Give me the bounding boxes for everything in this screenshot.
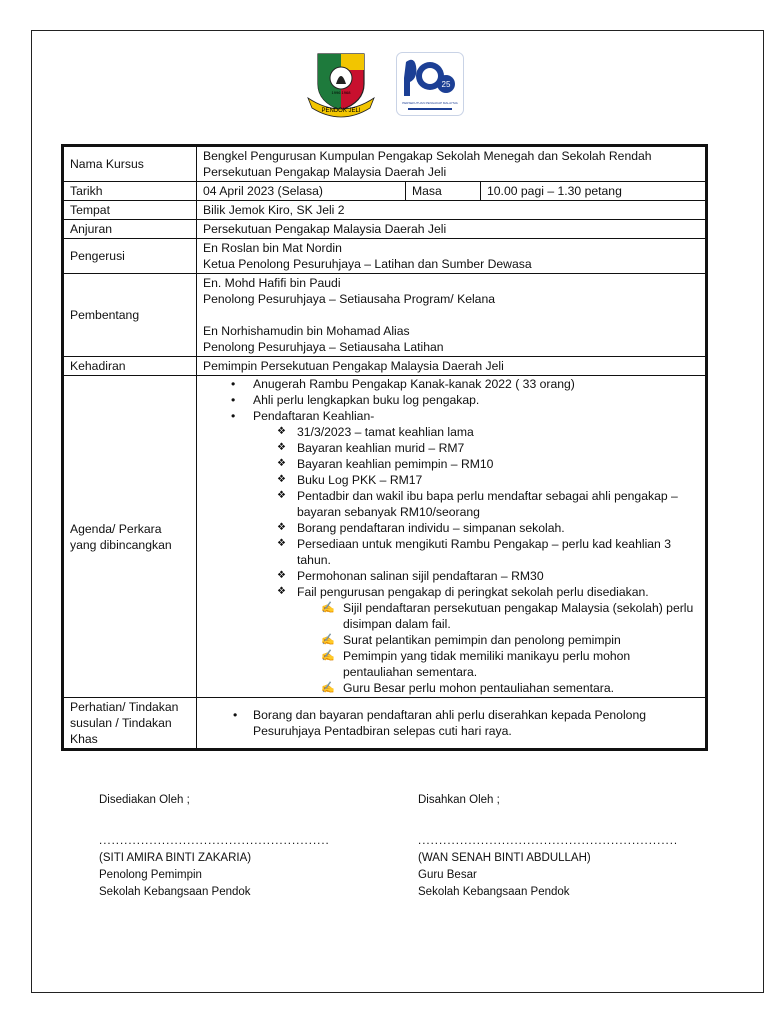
- row-nama-kursus: [63, 146, 707, 182]
- sub-item: ❖ 31/3/2023 – tamat keahlian lama: [197, 424, 699, 440]
- sub-item: ❖ Bayaran keahlian pemimpin – RM10: [197, 456, 699, 472]
- value-tarikh: 04 April 2023 (Selasa): [197, 182, 406, 201]
- value-perhatian: [197, 698, 707, 750]
- school-crest-logo: [306, 50, 376, 118]
- perhatian-item: • Borang dan bayaran pendaftaran ahli perlu diserahkan kepada Penolong Pesuruhjaya Pentadbiran selepas cuti hari raya.: [197, 707, 699, 739]
- sub-item: ❖ Pentadbir dan wakil ibu bapa perlu mendaftar sebagai ahli pengakap – bayaran sebanyak RM10/seorang: [197, 488, 699, 520]
- label-tempat: Tempat: [63, 201, 197, 220]
- pembentang-line: En Norhishamudin bin Mohamad Alias: [203, 324, 410, 338]
- row-anjuran: [63, 220, 707, 239]
- signature-left: [99, 792, 330, 901]
- label-agenda: [63, 376, 197, 698]
- signatory-name: (WAN SENAH BINTI ABDULLAH): [418, 852, 591, 864]
- sub-item: ❖ Buku Log PKK – RM17: [197, 472, 699, 488]
- value-nama-kursus: [197, 146, 707, 182]
- label-agenda-line: Agenda/ Perkara: [70, 521, 162, 536]
- scout-anniversary-logo: [396, 52, 464, 116]
- signatory-name: (SITI AMIRA BINTI ZAKARIA): [99, 852, 252, 864]
- pengerusi-line: Ketua Penolong Pesuruhjaya – Latihan dan Sumber Dewasa: [203, 257, 532, 271]
- row-tarikh: [63, 182, 707, 201]
- pengerusi-line: En Roslan bin Mat Nordin: [203, 241, 342, 255]
- prepared-by-label: Disediakan Oleh ;: [99, 794, 190, 806]
- sub-item: ❖ Bayaran keahlian murid – RM7: [197, 440, 699, 456]
- sub-item-text: Fail pengurusan pengakap di peringkat sekolah perlu disediakan.: [297, 585, 649, 599]
- label-masa: Masa: [406, 182, 481, 201]
- row-agenda: [63, 376, 707, 698]
- label-perhatian: [63, 698, 197, 750]
- value-masa: 10.00 pagi – 1.30 petang: [481, 182, 707, 201]
- signatory-org: Sekolah Kebangsaan Pendok: [418, 886, 570, 898]
- label-perhatian-line: Khas: [70, 732, 98, 746]
- label-pembentang: Pembentang: [63, 274, 197, 357]
- sub-item: ❖ Borang pendaftaran individu – simpanan sekolah.: [197, 520, 699, 536]
- row-pembentang: [63, 274, 707, 357]
- label-agenda-line: yang dibincangkan: [70, 537, 172, 552]
- row-kehadiran: [63, 357, 707, 376]
- row-tempat: [63, 201, 707, 220]
- nama-kursus-line: Persekutuan Pengakap Malaysia Daerah Jeli: [203, 165, 447, 179]
- perhatian-list: [197, 707, 699, 739]
- signature-line: ..............................................................: [418, 835, 679, 847]
- label-nama-kursus: Nama Kursus: [63, 146, 197, 182]
- header-logos: [300, 48, 500, 118]
- nama-kursus-line: Bengkel Pengurusan Kumpulan Pengakap Sekolah Menegah dan Sekolah Rendah: [203, 149, 652, 163]
- sub2-item: ✍ Pemimpin yang tidak memiliki manikayu perlu mohon pentauliahan sementara.: [197, 648, 699, 680]
- signatory-org: Sekolah Kebangsaan Pendok: [99, 886, 251, 898]
- meeting-minutes-table: [61, 144, 708, 751]
- agenda-item: • Anugerah Rambu Pengakap Kanak-kanak 2022 ( 33 orang): [197, 376, 699, 392]
- row-perhatian: [63, 698, 707, 750]
- sub2-item: ✍ Surat pelantikan pemimpin dan penolong pemimpin: [197, 632, 699, 648]
- signatory-role: Penolong Pemimpin: [99, 869, 202, 881]
- approved-by-label: Disahkan Oleh ;: [418, 794, 500, 806]
- value-agenda: [197, 376, 707, 698]
- signatory-role: Guru Besar: [418, 869, 477, 881]
- signature-right: [418, 792, 678, 901]
- value-anjuran: Persekutuan Pengakap Malaysia Daerah Jeli: [197, 220, 707, 239]
- agenda-item-text: Pendaftaran Keahlian-: [253, 409, 375, 423]
- sub2-item: ✍ Guru Besar perlu mohon pentauliahan sementara.: [197, 680, 699, 696]
- keahlian-sub-list: [197, 424, 699, 696]
- svg-text:25: 25: [441, 80, 451, 89]
- sub2-item: ✍ Sijil pendaftaran persekutuan pengakap Malaysia (sekolah) perlu disimpan dalam fail.: [197, 600, 699, 632]
- pembentang-line: En. Mohd Hafifi bin Paudi: [203, 276, 341, 290]
- sub-item: [197, 584, 699, 696]
- svg-text:PERSEKUTUAN PENGAKAP MALAYSIA: PERSEKUTUAN PENGAKAP MALAYSIA: [402, 101, 458, 105]
- label-kehadiran: Kehadiran: [63, 357, 197, 376]
- label-tarikh: Tarikh: [63, 182, 197, 201]
- svg-text:1996 1968: 1996 1968: [331, 90, 351, 95]
- label-perhatian-line: Perhatian/ Tindakan: [70, 700, 179, 714]
- agenda-item: [197, 408, 699, 696]
- agenda-list: [197, 376, 699, 696]
- sub-item: ❖ Permohonan salinan sijil pendaftaran – RM30: [197, 568, 699, 584]
- value-tempat: Bilik Jemok Kiro, SK Jeli 2: [197, 201, 707, 220]
- value-pembentang: [197, 274, 707, 357]
- svg-text:PENDOK JELI: PENDOK JELI: [321, 108, 361, 114]
- sub-item: ❖ Persediaan untuk mengikuti Rambu Pengakap – perlu kad keahlian 3 tahun.: [197, 536, 699, 568]
- value-pengerusi: [197, 239, 707, 274]
- label-pengerusi: Pengerusi: [63, 239, 197, 274]
- agenda-item: • Ahli perlu lengkapkan buku log pengakap.: [197, 392, 699, 408]
- pembentang-spacer: [203, 307, 699, 323]
- fail-sub-list: [197, 600, 699, 696]
- row-pengerusi: [63, 239, 707, 274]
- label-anjuran: Anjuran: [63, 220, 197, 239]
- signature-line: .......................................................: [99, 835, 330, 847]
- value-kehadiran: Pemimpin Persekutuan Pengakap Malaysia Daerah Jeli: [197, 357, 707, 376]
- pembentang-line: Penolong Pesuruhjaya – Setiausaha Program/ Kelana: [203, 292, 496, 306]
- pembentang-line: Penolong Pesuruhjaya – Setiausaha Latihan: [203, 340, 444, 354]
- label-perhatian-line: susulan / Tindakan: [70, 716, 172, 730]
